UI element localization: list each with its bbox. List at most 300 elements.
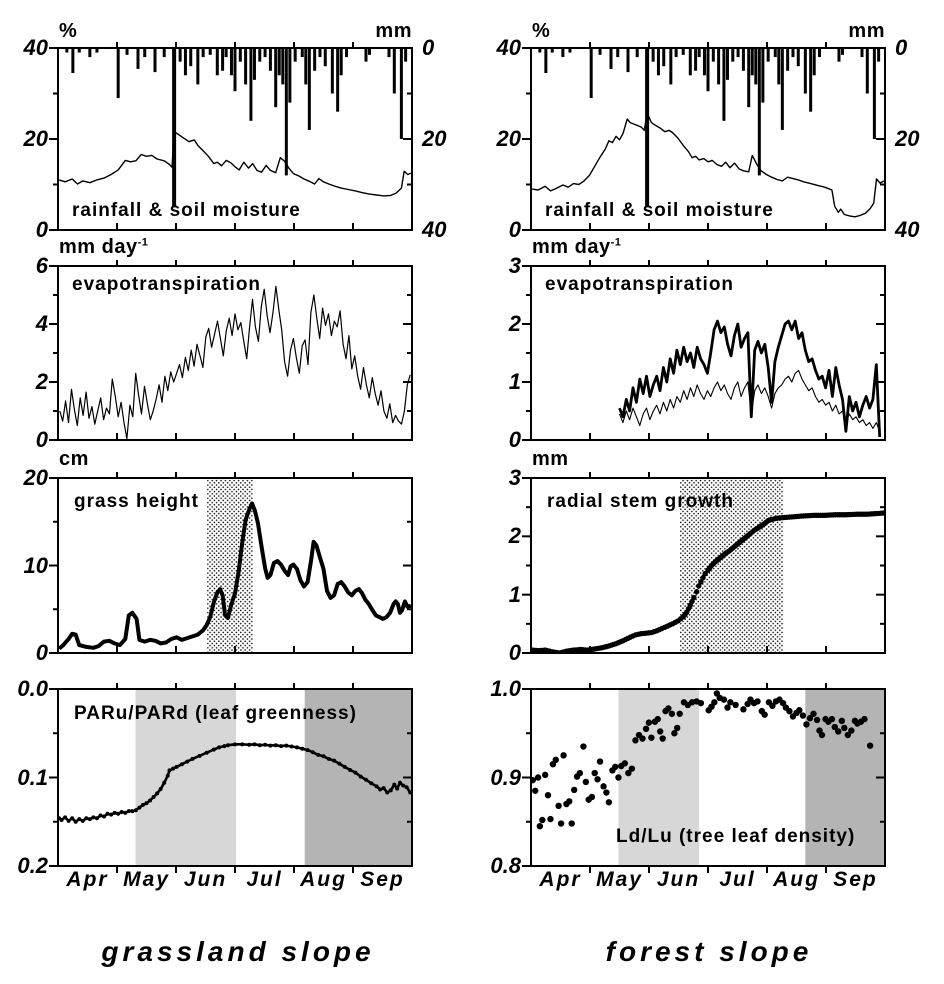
scatter-point (698, 700, 704, 706)
rain-bar (703, 48, 706, 75)
series-marker (134, 808, 138, 812)
y-tick-label: 0.1 (17, 764, 48, 790)
y-tick-label: 0.2 (17, 853, 48, 878)
scatter-point (600, 783, 606, 789)
y-tick-label: 0 (422, 35, 435, 60)
rain-bar (196, 48, 199, 84)
unit-cm-grassland: cm (59, 448, 89, 470)
rain-bar (797, 48, 800, 66)
rain-bar (873, 48, 876, 139)
x-month-label: Aug (300, 868, 347, 891)
rain-bar (126, 48, 129, 55)
series-marker (81, 819, 85, 823)
series-marker (295, 745, 299, 749)
scatter-point (622, 760, 628, 766)
series-marker (168, 768, 172, 772)
scatter-point (646, 719, 652, 725)
rain-bar (285, 48, 288, 175)
rain-bar (689, 48, 692, 75)
rain-bar (137, 48, 140, 69)
rain-bar (239, 48, 242, 62)
series-marker (290, 745, 294, 749)
x-month-label: Sep (833, 868, 878, 891)
x-month-label: Aug (773, 868, 820, 891)
x-month-label: Sep (360, 868, 405, 891)
y-tick-label: 40 (23, 35, 48, 60)
series-marker (88, 817, 92, 821)
rain-bar (336, 48, 339, 112)
scatter-point (612, 764, 618, 770)
rain-bar (791, 48, 794, 57)
rain-bar (189, 48, 192, 66)
series-line (60, 286, 410, 438)
rain-bar (225, 48, 228, 57)
series-marker (222, 744, 226, 748)
label-grass-height: grass height (74, 491, 199, 512)
scatter-point (754, 698, 760, 704)
rain-bar (163, 48, 166, 57)
y-tick-label: 2 (508, 311, 521, 336)
rain-bar (758, 48, 761, 175)
rain-bar (877, 48, 880, 62)
series-marker (233, 742, 237, 746)
scatter-point (796, 707, 802, 713)
y-tick-label: 1.0 (490, 676, 521, 701)
series-marker (332, 759, 336, 763)
series-marker (95, 816, 99, 820)
label-radial-stem-growth: radial stem growth (547, 491, 734, 512)
rain-bar (841, 48, 844, 55)
unit-mm-grassland: mm (375, 20, 412, 42)
rain-bar (179, 48, 182, 62)
unit-percent-forest: % (532, 20, 551, 42)
series-marker (258, 743, 262, 747)
rain-bar (754, 48, 757, 84)
scatter-point (732, 702, 738, 708)
series-marker (359, 775, 363, 779)
x-month-label: May (123, 868, 170, 891)
scatter-point (535, 774, 541, 780)
scatter-point (594, 776, 600, 782)
rain-bar (278, 48, 281, 75)
scatter-point (592, 770, 598, 776)
rain-bar (340, 48, 343, 75)
series-marker (300, 747, 304, 751)
rain-bar (675, 48, 678, 57)
y-tick-label: 2 (508, 523, 521, 549)
rain-bar (809, 48, 812, 112)
rain-bar (813, 48, 816, 75)
y-tick-label: 0.9 (490, 764, 521, 790)
y-tick-label: 0 (895, 35, 908, 60)
scatter-point (532, 788, 538, 794)
series-marker (337, 762, 341, 766)
rain-bar (662, 48, 665, 66)
rain-bar (117, 48, 120, 98)
series-marker (123, 811, 127, 815)
rain-bar (652, 48, 655, 62)
rain-bar (404, 48, 407, 62)
rain-bar (866, 48, 869, 94)
y-tick-label: 0.8 (490, 853, 521, 878)
series-marker (398, 781, 402, 785)
rain-bar (269, 48, 272, 71)
rain-bar (645, 48, 649, 207)
series-marker (109, 813, 113, 817)
band-stipple (207, 478, 253, 653)
series-marker (369, 781, 373, 785)
rain-bar (767, 48, 770, 62)
scatter-point (867, 742, 873, 748)
rain-bar (393, 48, 396, 94)
rain-bar (737, 48, 740, 57)
y-tick-label: 0 (508, 217, 521, 242)
y-tick-label: 20 (23, 126, 48, 151)
series-marker (148, 799, 152, 803)
series-marker (240, 742, 244, 746)
series-marker (268, 744, 272, 748)
series-marker (175, 765, 179, 769)
rain-bar (837, 48, 840, 62)
y-tick-label: 20 (23, 465, 48, 490)
rain-bar (234, 48, 237, 91)
series-marker (382, 786, 386, 790)
series-marker (378, 787, 382, 791)
series-marker (159, 787, 163, 791)
rain-bar (804, 48, 807, 94)
series-marker (155, 791, 159, 795)
rain-bar (599, 48, 602, 55)
y-tick-label: 4 (35, 311, 48, 336)
label-evapotranspiration-grassland: evapotranspiration (72, 274, 262, 295)
scatter-point (571, 787, 577, 793)
y-tick-label: 0 (508, 640, 521, 665)
scatter-point (800, 712, 806, 718)
dotline-point (694, 589, 699, 594)
rain-bar (657, 48, 660, 75)
rain-bar (742, 48, 745, 71)
scatter-point (657, 728, 663, 734)
series-marker (67, 819, 71, 823)
rain-bar (726, 48, 729, 80)
rain-bar (722, 48, 725, 121)
scatter-point (555, 803, 561, 809)
series-marker (113, 811, 117, 815)
rain-bar (172, 48, 176, 207)
x-month-label: Jul (246, 868, 283, 891)
rain-bar (184, 48, 187, 75)
scatter-point (580, 743, 586, 749)
scatter-point (597, 758, 603, 764)
series-marker (226, 743, 230, 747)
scatter-point (655, 716, 661, 722)
series-marker (102, 814, 106, 818)
series-marker (120, 810, 124, 814)
y-tick-label: 40 (422, 217, 447, 242)
rain-bar (707, 48, 710, 91)
y-tick-label: 0 (508, 427, 521, 452)
scatter-point (721, 696, 727, 702)
series-marker (327, 757, 331, 761)
scatter-point (841, 725, 847, 731)
scatter-point (819, 732, 825, 738)
series-marker (77, 817, 81, 821)
rain-bar (274, 48, 277, 107)
rain-bar (561, 48, 564, 57)
scatter-point (861, 716, 867, 722)
series-marker (306, 748, 310, 752)
rain-bar (616, 48, 619, 57)
series-marker (70, 816, 74, 820)
scatter-point (539, 817, 545, 823)
scatter-point (583, 779, 589, 785)
scatter-point (810, 711, 816, 717)
label-rainfall-soil-moisture-forest: rainfall & soil moisture (545, 200, 774, 221)
unit-mm-forest-stem: mm (532, 448, 569, 470)
rain-bar (860, 48, 863, 57)
rain-bar (387, 48, 390, 57)
rain-bar (209, 48, 212, 55)
series-marker (322, 754, 326, 758)
y-tick-label: 2 (35, 369, 48, 394)
rain-bar (774, 48, 777, 57)
series-marker (405, 785, 409, 789)
rain-bar (71, 48, 74, 73)
series-marker (311, 750, 315, 754)
rain-bar (818, 48, 821, 57)
series-marker (198, 754, 202, 758)
series-marker (247, 743, 251, 747)
series-marker (279, 744, 283, 748)
scatter-point (659, 735, 665, 741)
y-tick-label: 40 (895, 217, 920, 242)
series-marker (395, 787, 399, 791)
series-line (620, 321, 880, 437)
series-marker (343, 765, 347, 769)
rain-bar (230, 48, 233, 75)
scatter-point (558, 820, 564, 826)
series-marker (348, 768, 352, 772)
rain-bar (301, 48, 304, 57)
scatter-point (839, 718, 845, 724)
series-marker (263, 743, 267, 747)
series-marker (217, 745, 221, 749)
scatter-point (761, 711, 767, 717)
series-marker (63, 815, 67, 819)
series-marker (401, 783, 405, 787)
rain-bar (318, 48, 321, 57)
scatter-point (615, 774, 621, 780)
series-marker (145, 801, 149, 805)
rain-bar (636, 48, 639, 57)
scatter-point (814, 717, 820, 723)
y-tick-label: 1 (508, 369, 521, 394)
series-marker (84, 816, 88, 820)
rain-bar (331, 48, 334, 94)
scatter-point (560, 752, 566, 758)
series-marker (185, 760, 189, 764)
series-marker (162, 781, 166, 785)
rain-bar (294, 48, 297, 62)
y-tick-label: 40 (496, 35, 521, 60)
series-marker (212, 748, 216, 752)
x-month-label: Apr (539, 868, 582, 891)
rain-bar (400, 48, 403, 139)
label-tree-leaf-density: Ld/Lu (tree leaf density) (616, 826, 856, 847)
rain-bar (761, 48, 764, 103)
rain-bar (712, 48, 715, 62)
rain-bar (777, 48, 780, 84)
rain-bar (88, 48, 91, 57)
rain-bar (281, 48, 284, 84)
series-marker (60, 818, 64, 822)
rain-bar (368, 48, 371, 55)
unit-percent-grassland: % (59, 20, 78, 42)
y-tick-label: 0 (35, 427, 48, 452)
rain-bar (216, 48, 219, 75)
series-marker (389, 788, 393, 792)
y-tick-label: 20 (496, 126, 521, 151)
scatter-point (786, 708, 792, 714)
rain-bar (731, 48, 734, 62)
scatter-point (589, 794, 595, 800)
scatter-point (829, 716, 835, 722)
series-marker (364, 778, 368, 782)
rain-bar (682, 48, 685, 55)
scatter-point (711, 699, 717, 705)
scatter-point (676, 711, 682, 717)
y-tick-label: 0 (35, 640, 48, 665)
rain-bar (669, 48, 672, 84)
rain-bar (313, 48, 316, 71)
caption-forest-slope: forest slope (605, 936, 813, 967)
rain-bar (258, 48, 261, 62)
rain-bar (221, 48, 224, 71)
rain-bar (308, 48, 311, 130)
series-line (59, 132, 411, 196)
y-tick-label: 0.0 (17, 676, 48, 701)
y-tick-label: 6 (35, 253, 48, 278)
rain-bar (143, 48, 146, 57)
y-tick-label: 3 (508, 465, 521, 490)
series-marker (152, 795, 156, 799)
series-marker (274, 743, 278, 747)
series-marker (116, 812, 120, 816)
x-month-label: Jun (656, 868, 701, 891)
rain-bar (786, 48, 789, 71)
unit-mmday-grassland: mm day$^{-1}$ (59, 236, 149, 258)
series-marker (385, 791, 389, 795)
scatter-point (577, 770, 583, 776)
x-month-label: May (596, 868, 643, 891)
scatter-point (566, 798, 572, 804)
rain-bar (590, 48, 593, 98)
rain-bar (698, 48, 701, 57)
scatter-point (542, 772, 548, 778)
series-marker (98, 814, 102, 818)
series-marker (180, 762, 184, 766)
rain-bar (264, 48, 267, 57)
series-marker (171, 767, 175, 771)
series-marker (106, 812, 110, 816)
scatter-point (848, 727, 854, 733)
series-marker (130, 809, 134, 813)
series-marker (166, 774, 170, 778)
y-tick-label: 20 (422, 126, 447, 151)
x-month-label: Jul (719, 868, 756, 891)
series-marker (141, 803, 145, 807)
scatter-point (537, 823, 543, 829)
rain-bar (626, 48, 629, 72)
series-marker (205, 751, 209, 755)
series-marker (353, 771, 357, 775)
scatter-point (603, 789, 609, 795)
rain-bar (304, 48, 307, 84)
scatter-point (553, 757, 559, 763)
rain-bar (244, 48, 247, 84)
scatter-point (606, 799, 612, 805)
label-evapotranspiration-forest: evapotranspiration (545, 274, 735, 295)
series-marker (392, 783, 396, 787)
series-marker (191, 757, 195, 761)
rain-bar (544, 48, 547, 73)
scatter-point (740, 706, 746, 712)
rain-bar (253, 48, 256, 80)
label-leaf-greenness: PARu/PARd (leaf greenness) (74, 703, 357, 724)
series-marker (127, 809, 131, 813)
rain-bar (717, 48, 720, 84)
scatter-point (665, 705, 671, 711)
scatter-point (648, 734, 654, 740)
scatter-point (835, 728, 841, 734)
rain-bar (249, 48, 252, 121)
series-marker (375, 784, 379, 788)
y-tick-label: 3 (508, 253, 521, 278)
scatter-point (803, 721, 809, 727)
label-rainfall-soil-moisture-grassland: rainfall & soil moisture (72, 200, 301, 221)
series-marker (284, 744, 288, 748)
y-tick-label: 0 (35, 217, 48, 242)
series-marker (91, 815, 95, 819)
rain-bar (345, 48, 348, 57)
scatter-point (643, 726, 649, 732)
caption-grassland-slope: grassland slope (101, 936, 375, 967)
y-tick-label: 10 (23, 552, 48, 578)
rain-bar (751, 48, 754, 75)
scatter-point (669, 711, 675, 717)
rain-bar (288, 48, 291, 103)
unit-mm-forest: mm (848, 20, 885, 42)
rain-bar (694, 48, 697, 71)
rain-bar (324, 48, 327, 66)
scatter-point (629, 765, 635, 771)
scatter-point (569, 820, 575, 826)
series-marker (252, 742, 256, 746)
x-month-label: Jun (183, 868, 228, 891)
scatter-point (545, 792, 551, 798)
rain-bar (153, 48, 156, 72)
x-month-label: Apr (66, 868, 109, 891)
scatter-point (639, 735, 645, 741)
rain-bar (364, 48, 367, 62)
series-marker (74, 820, 78, 824)
y-tick-label: 20 (895, 126, 920, 151)
y-tick-label: 1 (508, 581, 521, 607)
scatter-point (547, 816, 553, 822)
rain-bar (202, 48, 205, 57)
series-marker (316, 753, 320, 757)
scatter-point (674, 725, 680, 731)
